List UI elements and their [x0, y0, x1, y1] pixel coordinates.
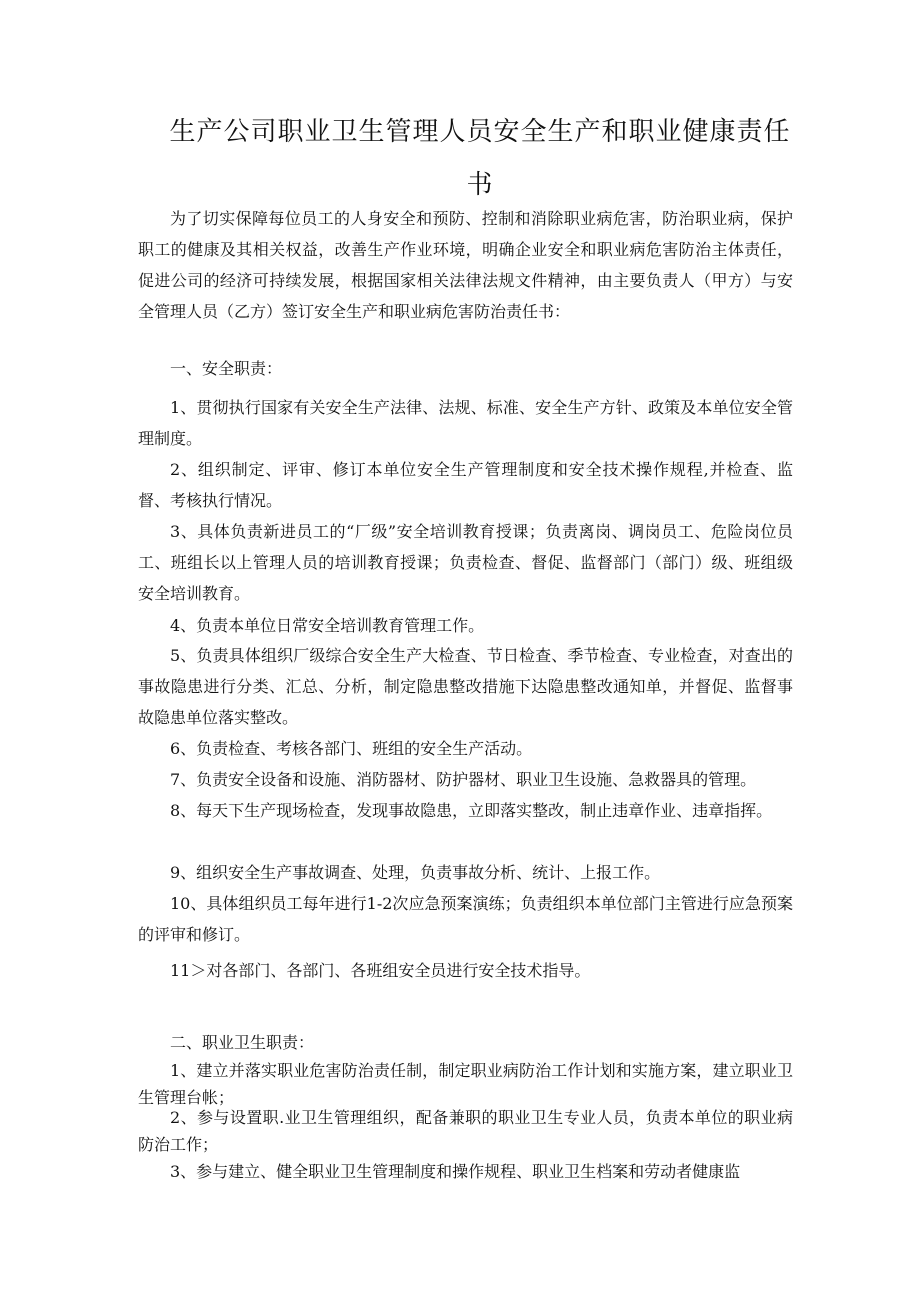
- document-title-line2: 书: [466, 170, 494, 200]
- list-item: 10、具体组织员工每年进行1-2次应急预案演练；负责组织本单位部门主管进行应急预案的评审和修订。: [138, 894, 793, 944]
- list-item: 4、负责本单位日常安全培训教育管理工作。: [170, 616, 485, 635]
- document-title-line1: 生产公司职业卫生管理人员安全生产和职业健康责任: [169, 117, 791, 147]
- section2-heading: 二、职业卫生职责：: [170, 1033, 315, 1052]
- list-item: 2、组织制定、评审、修订本单位安全生产管理制度和安全技术操作规程,并检查、监督、考核执行情况。: [138, 460, 793, 510]
- list-item: 2、参与设置职.业卫生管理组织，配备兼职的职业卫生专业人员，负责本单位的职业病防治工作；: [138, 1108, 793, 1154]
- section1-heading: 一、安全职责：: [170, 359, 283, 378]
- list-item: 8、每天下生产现场检查，发现事故隐患，立即落实整改，制止违章作业、违章指挥。: [170, 801, 773, 820]
- list-item: 6、负责检查、考核各部门、班组的安全生产活动。: [170, 739, 533, 758]
- list-item: 5、负责具体组织厂级综合安全生产大检查、节日检查、季节检查、专业检查，对查出的事故隐患进行分类、汇总、分析，制定隐患整改措施下达隐患整改通知单，并督促、监督事故隐患单位落实整改。: [138, 646, 793, 727]
- intro-paragraph: 为了切实保障每位员工的人身安全和预防、控制和消除职业病危害，防治职业病，保护职工的健康及其相关权益，改善生产作业环境，明确企业安全和职业病危害防治主体责任，促进公司的经济可持续发展，根据国家相关法律法规文件精神，由主要负责人（甲方）与安全管理人员（乙方）签订安全生产和职业病危害防治责任书：: [138, 209, 793, 321]
- list-item: 9、组织安全生产事故调查、处理，负责事故分析、统计、上报工作。: [170, 863, 661, 882]
- list-item: 1、建立并落实职业危害防治责任制，制定职业病防治工作计划和实施方案，建立职业卫生管理台帐；: [138, 1061, 793, 1107]
- list-item: 11＞对各部门、各部门、各班组安全员进行安全技术指导。: [170, 961, 591, 980]
- list-item: 3、具体负责新进员工的“厂级”安全培训教育授课；负责离岗、调岗员工、危险岗位员工、班组长以上管理人员的培训教育授课；负责检查、督促、监督部门（部门）级、班组级安全培训教育。: [138, 522, 793, 603]
- list-item: 1、贯彻执行国家有关安全生产法律、法规、标准、安全生产方针、政策及本单位安全管理制度。: [138, 398, 793, 448]
- list-item: 7、负责安全设备和设施、消防器材、防护器材、职业卫生设施、急救器具的管理。: [170, 770, 757, 789]
- list-item: 3、参与建立、健全职业卫生管理制度和操作规程、职业卫生档案和劳动者健康监: [170, 1162, 741, 1181]
